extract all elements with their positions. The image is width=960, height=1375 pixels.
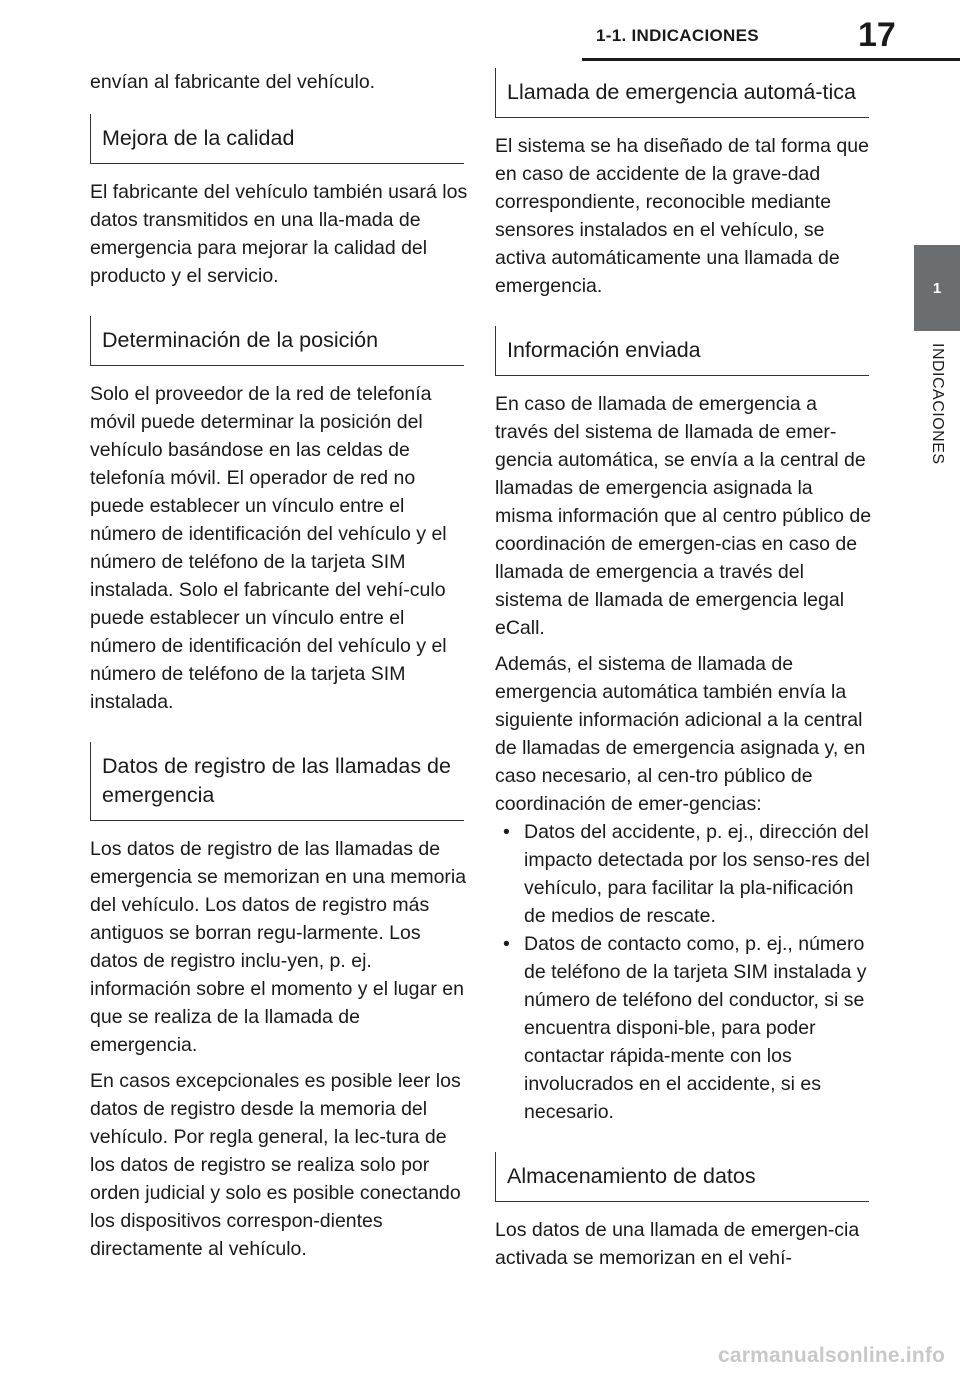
- intro-paragraph: envían al fabricante del vehículo.: [90, 71, 376, 93]
- page-header: [0, 0, 960, 60]
- chapter-tab: 1: [914, 245, 960, 331]
- left-column: [90, 68, 468, 1271]
- paragraph: En casos excepcionales es posible leer los datos de registro desde la memoria del vehículo. Por regla general, la lec-tura de los datos de registro se realiza solo por orden judicial y solo es posible conectando los dispositivos correspon-dientes directamente al vehículo.: [90, 1070, 461, 1260]
- bullet-list: [495, 818, 873, 1126]
- paragraph: Solo el proveedor de la red de telefonía móvil puede determinar la posición del vehículo basándose en las celdas de telefonía móvil. El operador de red no puede establecer un vínculo entre el número de identificación del vehículo y el número de teléfono de la tarjeta SIM instalada. Solo el fabricante del vehí-culo puede establecer un vínculo entre el número de identificación del vehículo y el número de teléfono de la tarjeta SIM instalada.: [90, 383, 447, 713]
- heading-informacion-enviada: Información enviada: [495, 326, 869, 376]
- header-rule: [582, 58, 960, 61]
- paragraph: El fabricante del vehículo también usará los datos transmitidos en una lla-mada de emergencia para mejorar la calidad del producto y el servicio.: [90, 181, 468, 287]
- paragraph: El sistema se ha diseñado de tal forma que en caso de accidente de la grave-dad correspondiente, reconocible mediante sensores instalados en el vehículo, se activa automáticamente una llamada de emergencia.: [495, 135, 869, 297]
- watermark-text: carmanualsonline.info: [718, 1344, 946, 1367]
- paragraph: Además, el sistema de llamada de emergencia automática también envía la siguiente información adicional a la central de llamadas de emergencia asignada y, en caso necesario, al cen-tro público de coordinación de emer-gencias:: [495, 653, 866, 815]
- list-item: • Datos de contacto como, p. ej., número de teléfono de la tarjeta SIM instalada y número de teléfono del conductor, si se encuentra disponi-ble, para poder contactar rápida-mente con los involucrados en el accidente, si es necesario.: [503, 933, 867, 1123]
- paragraph: Los datos de registro de las llamadas de emergencia se memorizan en una memoria del vehículo. Los datos de registro más antiguos se borran regu-larmente. Los datos de registro inclu-yen, p. ej. información sobre el momento y el lugar en que se realiza de la llamada de emergencia.: [90, 838, 467, 1056]
- page-number: 17: [858, 16, 896, 54]
- chapter-label: INDICACIONES: [929, 343, 946, 465]
- heading-llamada-automatica: Llamada de emergencia automá-tica: [495, 68, 869, 118]
- section-title: 1-1. INDICACIONES: [596, 26, 759, 45]
- paragraph: Los datos de una llamada de emergen-cia activada se memorizan en el vehí-: [495, 1219, 860, 1269]
- heading-determinacion-posicion: Determinación de la posición: [90, 316, 464, 366]
- list-item: • Datos del accidente, p. ej., dirección del impacto detectada por los senso-res del vehículo, para facilitar la pla-nificación de medios de rescate.: [503, 821, 870, 927]
- heading-datos-registro: Datos de registro de las llamadas de emergencia: [90, 742, 464, 821]
- paragraph: En caso de llamada de emergencia a través del sistema de llamada de emer-gencia automática, se envía a la central de llamadas de emergencia asignada la misma información que al centro público de coordinación de emergen-cias en caso de llamada de emergencia a través del sistema de llamada de emergencia legal eCall.: [495, 393, 872, 639]
- heading-almacenamiento-datos: Almacenamiento de datos: [495, 1152, 869, 1202]
- right-column: [495, 68, 873, 1280]
- heading-mejora-calidad: Mejora de la calidad: [90, 114, 464, 164]
